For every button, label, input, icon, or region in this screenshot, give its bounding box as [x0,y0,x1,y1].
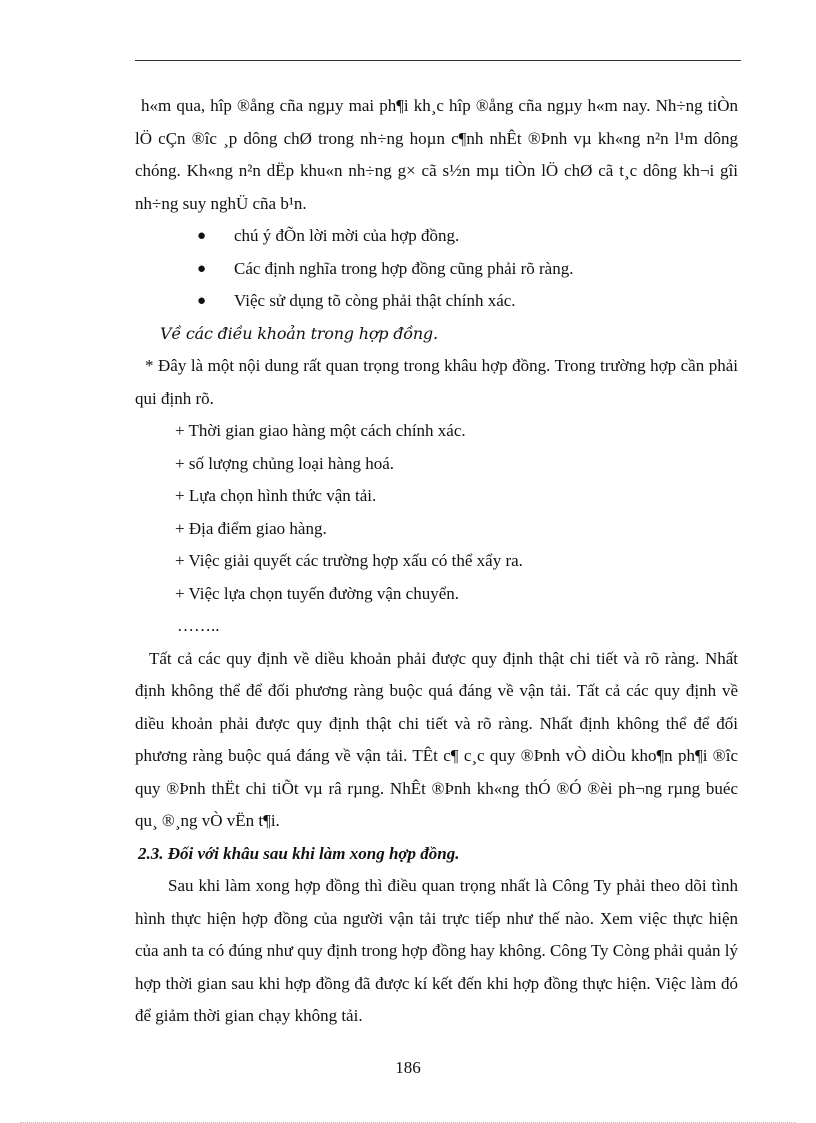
plus-list [135,415,738,643]
bullet-icon: ● [197,293,207,309]
bullet-list [135,220,738,318]
paragraph-intro: h«m qua, hîp ®ång cña ngµy mai ph¶i kh¸c hîp ®ång cña ngµy h«m nay. Nh÷ng tiÒn lÖ cÇn ®îc ¸p dông chØ trong nh÷ng hoµn c¶nh nhÊt ®Þnh vµ kh«ng n²n l¹m dông chóng. Kh«ng n²n dËp khu«n nh÷ng g× cã s½n mµ tiÒn lÖ chØ cã t¸c dông kh¬i gîi nh÷ng suy nghÜ cña b¹n. [135,96,738,213]
italic-subheading: Về các điều khoản trong hợp đồng. [160,323,438,343]
bullet-icon: ● [197,228,207,244]
plus-item: + Việc lựa chọn tuyến đường vận chuyển. [175,583,459,603]
plus-item: + số lượng chủng loại hàng hoá. [175,453,395,473]
paragraph-after-contract: Sau khi làm xong hợp đồng thì điều quan trọng nhất là Công Ty phải theo dõi tình hình thực hiện hợp đồng của người vận tải trực tiếp như thế nào. Xem việc thực hiện của anh ta có đúng như quy định trong hợp đồng hay không. Công Ty Còng phải quản lý hợp thời gian sau khi hợp đồng đã được kí kết đến khi hợp đồng thực hiện. Việc làm đó để giảm thời gian chạy không tải. [135,876,738,1025]
plus-item: + Địa điểm giao hàng. [175,518,327,538]
plus-item: + Việc giải quyết các trường hợp xấu có thể xẩy ra. [175,551,523,570]
page-body [135,90,738,1033]
page-number: 186 [395,1058,421,1077]
bullet-item [135,253,738,286]
star-paragraph: * Đây là một nội dung rất quan trọng trong khâu hợp đồng. Trong trường hợp cần phải qui định rõ. [135,356,738,408]
paragraph-clauses: Tất cả các quy định về diều khoản phải được quy định thật chi tiết và rõ ràng. Nhất định không thể để đối phương ràng buộc quá đáng về vận tải. Tất cả các quy định về diều khoản phải được quy định thật chi tiết và rõ ràng. Nhất định không thể để đối phương ràng buộc quá đáng về vận tải. TÊt c¶ c¸c quy ®Þnh vÒ diÒu kho¶n ph¶i ®îc quy ®Þnh thËt chi tiÕt vµ râ rµng. NhÊt ®Þnh kh«ng thÓ ®Ó ®èi ph¬ng rµng buéc qu¸ ®¸ng vÒ vËn t¶i. [135,648,738,830]
bullet-icon: ● [197,260,207,277]
bullet-text: Việc sử dụng tõ còng phải thật chính xác. [234,291,516,310]
plus-item: + Lựa chọn hình thức vận tải. [175,486,377,505]
bullet-text: Các định nghĩa trong hợp đồng cũng phải rõ ràng. [234,258,574,278]
bullet-item [135,285,738,318]
section-heading: 2.3. Đối với khâu sau khi làm xong hợp đồng. [138,843,460,863]
plus-item: + Thời gian giao hàng một cách chính xác. [175,421,466,440]
bullet-text: chú ý đÕn lời mời của hợp đồng. [234,226,460,245]
bullet-item [135,220,738,253]
header-rule [135,60,741,61]
ellipsis: …….. [177,616,220,635]
